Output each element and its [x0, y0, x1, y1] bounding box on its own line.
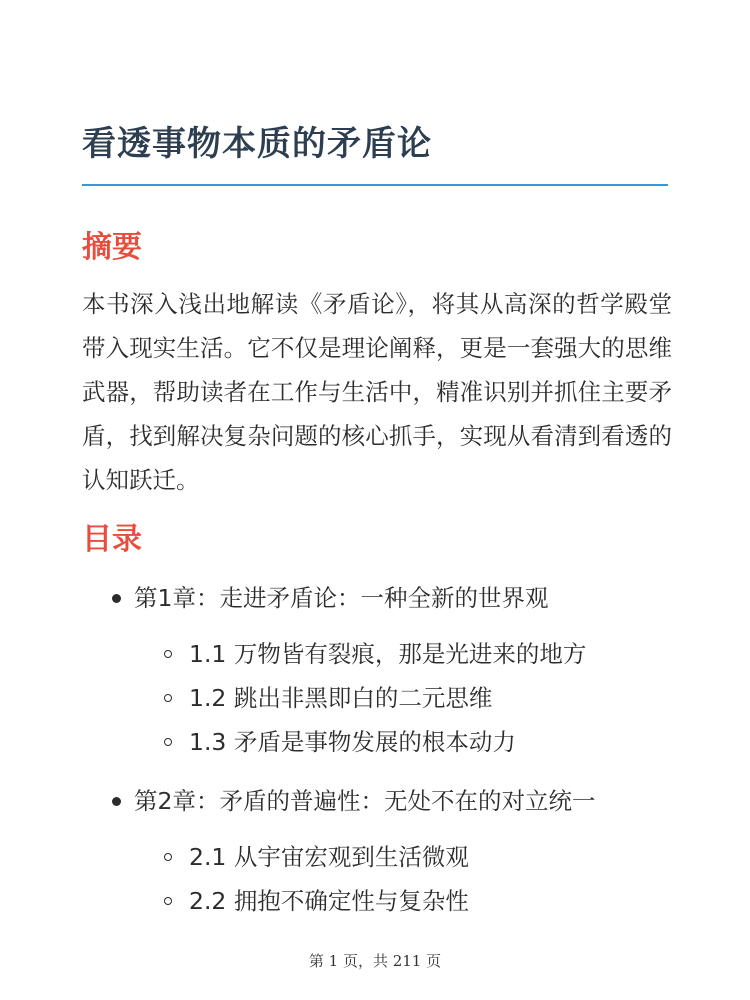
toc-section-2-1[interactable]: 2.1 从宇宙宏观到生活微观	[189, 843, 469, 871]
toc-section-1-2[interactable]: 1.2 跳出非黑即白的二元思维	[189, 684, 493, 712]
bullet-disc-icon	[112, 797, 121, 806]
bullet-circle-icon	[164, 650, 172, 658]
toc-section-1-3[interactable]: 1.3 矛盾是事物发展的根本动力	[189, 728, 516, 756]
bullet-circle-icon	[164, 897, 172, 905]
toc-chapter-1[interactable]: 第1章：走进矛盾论：一种全新的世界观	[134, 584, 549, 612]
bullet-circle-icon	[164, 694, 172, 702]
bullet-circle-icon	[164, 738, 172, 746]
bullet-circle-icon	[164, 853, 172, 861]
abstract-heading: 摘要	[82, 230, 142, 265]
toc-heading: 目录	[82, 522, 142, 557]
toc-section-1-1[interactable]: 1.1 万物皆有裂痕，那是光进来的地方	[189, 640, 587, 668]
toc-chapter-2[interactable]: 第2章：矛盾的普遍性：无处不在的对立统一	[134, 787, 596, 815]
page-footer: 第 1 页，共 211 页	[308, 952, 442, 970]
document-title: 看透事物本质的矛盾论	[82, 124, 432, 164]
abstract-text: 本书深入浅出地解读《矛盾论》，将其从高深的哲学殿堂带入现实生活。它不仅是理论阐释，更是一套强大的思维武器，帮助读者在工作与生活中，精准识别并抓住主要矛盾，找到解决复杂问题的核心抓手，实现从看清到看透的认知跃迁。	[82, 290, 672, 494]
toc-section-2-2[interactable]: 2.2 拥抱不确定性与复杂性	[189, 887, 469, 915]
bullet-disc-icon	[112, 594, 121, 603]
